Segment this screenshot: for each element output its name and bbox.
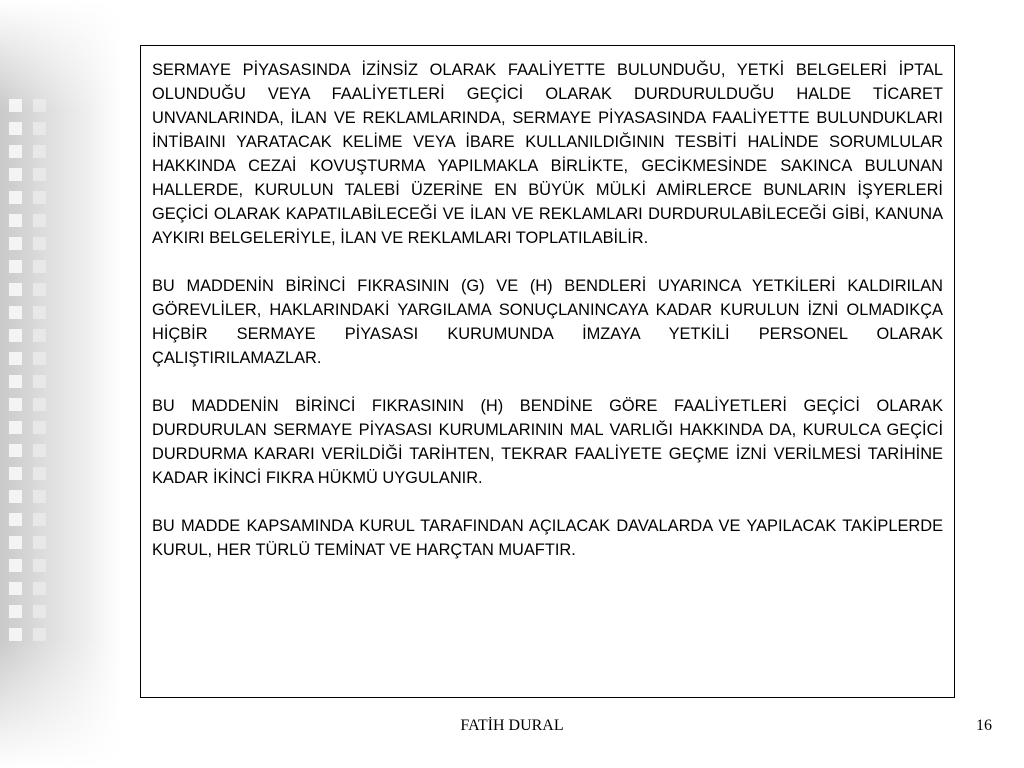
slide-content-box: [140, 45, 955, 698]
decorative-square-grid: [9, 99, 69, 651]
paragraph-4: BU MADDE KAPSAMINDA KURUL TARAFINDAN AÇILACAK DAVALARDA VE YAPILACAK TAKİPLERDE KURUL, HER TÜRLÜ TEMİNAT VE HARÇTAN MUAFTIR.: [152, 517, 943, 559]
band-fade-top: [0, 0, 122, 110]
paragraph-3: BU MADDENİN BİRİNCİ FIKRASININ (H) BENDİNE GÖRE FAALİYETLERİ GEÇİCİ OLARAK DURDURULAN SERMAYE PİYASASI KURUMLARININ MAL VARLIĞI HAKKINDA DA, KURULCA GEÇİCİ DURDURMA KARARI VERİLDİĞİ TARİHTEN, TEKRAR FAALİYETE GEÇME İZNİ VERİLMESİ TARİHİNE KADAR İKİNCİ FIKRA HÜKMÜ UYGULANIR.: [152, 397, 943, 487]
footer-author: FATİH DURAL: [460, 717, 564, 734]
decorative-side-band: [0, 0, 122, 768]
page-number: 16: [976, 717, 992, 734]
paragraph-1: SERMAYE PİYASASINDA İZİNSİZ OLARAK FAALİYETTE BULUNDUĞU, YETKİ BELGELERİ İPTAL OLUNDUĞU VEYA FAALİYETLERİ GEÇİCİ OLARAK DURDURULDUĞU HALDE TİCARET UNVANLARINDA, İLAN VE REKLAMLARINDA, SERMAYE PİYASASINDA FAALİYETTE BULUNDUKLARI İNTİBAINI YARATACAK KELİME VEYA İBARE KULLANILDIĞININ TESBİTİ HALİNDE SORUMLULAR HAKKINDA CEZAİ KOVUŞTURMA YAPILMAKLA BİRLİKTE, GECİKMESİNDE SAKINCA BULUNAN HALLERDE, KURULUN TALEBİ ÜZERİNE EN BÜYÜK MÜLKİ AMİRLERCE BUNLARIN İŞYERLERİ GEÇİCİ OLARAK KAPATILABİLECEĞİ VE İLAN VE REKLAMLARI DURDURULABİLECEĞİ GİBİ, KANUNA AYKIRI BELGELERİYLE, İLAN VE REKLAMLARI TOPLATILABİLİR.: [152, 61, 943, 247]
band-fade-bottom: [0, 638, 122, 768]
paragraph-2: BU MADDENİN BİRİNCİ FIKRASININ (G) VE (H) BENDLERİ UYARINCA YETKİLERİ KALDIRILAN GÖREVLİLER, HAKLARINDAKİ YARGILAMA SONUÇLANINCAYA KADAR KURULUN İZNİ OLMADIKÇA HİÇBİR SERMAYE PİYASASI KURUMUNDA İMZAYA YETKİLİ PERSONEL OLARAK ÇALIŞTIRILAMAZLAR.: [152, 277, 943, 367]
